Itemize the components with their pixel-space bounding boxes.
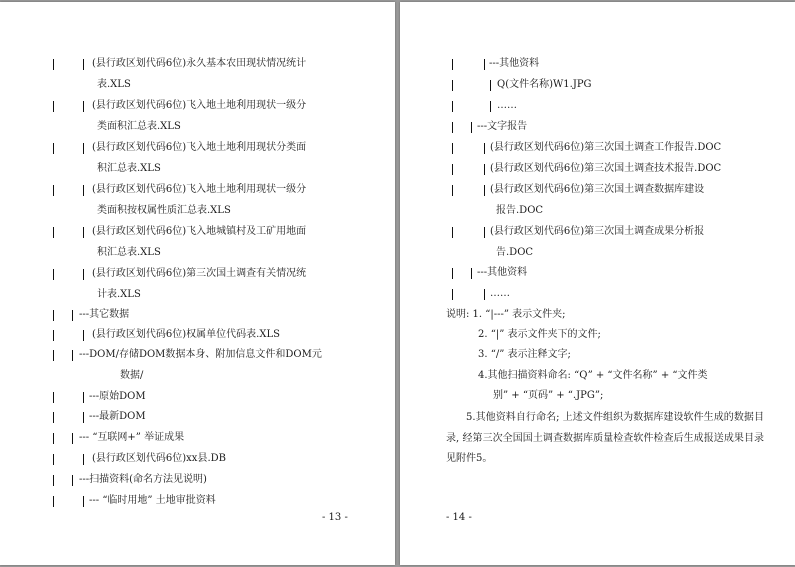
tree-connector-bar xyxy=(452,268,453,279)
tree-connector-bar xyxy=(452,289,453,300)
tree-text-line: 报告.DOC xyxy=(496,205,544,216)
tree-connector-bar xyxy=(452,80,453,91)
tree-text-line: (县行政区划代码6位)权属单位代码表.XLS xyxy=(92,329,280,340)
tree-connector-bar xyxy=(53,496,54,507)
tree-connector-bar xyxy=(83,143,84,154)
tree-connector-bar xyxy=(83,454,84,465)
tree-text-line: …… xyxy=(497,100,517,111)
tree-text-line: 2. “|” 表示文件夹下的文件; xyxy=(478,329,601,340)
tree-text-line: 积汇总表.XLS xyxy=(97,163,161,174)
tree-text-line: ---其他资料 xyxy=(477,267,528,278)
tree-text-line: 计表.XLS xyxy=(97,289,141,300)
tree-connector-bar xyxy=(452,122,453,133)
tree-connector-bar xyxy=(53,310,54,321)
tree-connector-bar xyxy=(72,475,73,486)
tree-connector-bar xyxy=(484,185,485,196)
tree-text-line: (县行政区划代码6位)飞入地土地利用现状一级分 xyxy=(92,100,307,111)
tree-connector-bar xyxy=(53,101,54,112)
tree-connector-bar xyxy=(53,227,54,238)
tree-text-line: …… xyxy=(490,288,510,299)
tree-connector-bar xyxy=(53,59,54,70)
document-page-13 xyxy=(0,2,395,565)
tree-connector-bar xyxy=(53,185,54,196)
tree-connector-bar xyxy=(83,227,84,238)
tree-text-line: 类面积按权属性质汇总表.XLS xyxy=(97,205,231,216)
tree-connector-bar xyxy=(53,412,54,423)
tree-text-line: (县行政区划代码6位)第三次国土调查有关情况统 xyxy=(92,268,307,279)
tree-text-line: 4.其他扫描资料命名: “Q” + “文件名称” + “文件类 xyxy=(478,370,708,381)
tree-connector-bar xyxy=(484,59,485,70)
tree-connector-bar xyxy=(53,475,54,486)
tree-connector-bar xyxy=(484,289,485,300)
tree-connector-bar xyxy=(53,350,54,361)
tree-text-line: 数据/ xyxy=(120,370,144,381)
document-page-14 xyxy=(400,2,795,565)
tree-connector-bar xyxy=(490,101,491,112)
tree-text-line: (县行政区划代码6位)第三次国土调查成果分析报 xyxy=(490,226,705,237)
tree-text-line: 别” + “页码” + “.JPG”; xyxy=(493,390,604,401)
tree-text-line: (县行政区划代码6位)飞入地土地利用现状一级分 xyxy=(92,184,307,195)
tree-connector-bar xyxy=(471,122,472,133)
tree-text-line: ---最新DOM xyxy=(89,411,146,422)
note-paragraph: 5.其他资料自行命名; 上述文件组织为数据库建设软件生成的数据目录, 经第三次全国国土调查数据库质量检查软件检查后生成报送成果目录见附件5。 xyxy=(446,412,764,464)
tree-text-line: ---文字报告 xyxy=(477,121,528,132)
tree-connector-bar xyxy=(83,101,84,112)
page-number: - 14 - xyxy=(446,512,472,523)
tree-text-line: 告.DOC xyxy=(496,247,534,258)
tree-connector-bar xyxy=(83,392,84,403)
tree-text-line: ---其它数据 xyxy=(79,309,130,320)
tree-connector-bar xyxy=(471,268,472,279)
tree-text-line: --- “临时用地” 土地审批资料 xyxy=(89,495,216,506)
tree-connector-bar xyxy=(452,101,453,112)
tree-connector-bar xyxy=(83,412,84,423)
tree-connector-bar xyxy=(53,330,54,341)
tree-connector-bar xyxy=(484,143,485,154)
tree-text-line: (县行政区划代码6位)xx县.DB xyxy=(92,453,226,464)
tree-text-line: 类面积汇总表.XLS xyxy=(97,121,181,132)
tree-text-line: (县行政区划代码6位)第三次国土调查工作报告.DOC xyxy=(490,142,722,153)
tree-connector-bar xyxy=(83,269,84,280)
tree-connector-bar xyxy=(490,80,491,91)
tree-text-line: ---原始DOM xyxy=(89,391,146,402)
tree-connector-bar xyxy=(53,433,54,444)
tree-text-line: ---DOM/存储DOM数据本身、附加信息文件和DOM元 xyxy=(79,349,322,360)
tree-connector-bar xyxy=(452,185,453,196)
tree-text-line: (县行政区划代码6位)永久基本农田现状情况统计 xyxy=(92,58,307,69)
tree-connector-bar xyxy=(83,496,84,507)
tree-connector-bar xyxy=(53,454,54,465)
tree-text-line: 说明: 1. “|---” 表示文件夹; xyxy=(446,309,566,320)
tree-connector-bar xyxy=(83,330,84,341)
tree-connector-bar xyxy=(53,392,54,403)
tree-connector-bar xyxy=(484,164,485,175)
tree-text-line: ---其他资料 xyxy=(489,58,540,69)
tree-text-line: (县行政区划代码6位)第三次国土调查技术报告.DOC xyxy=(490,163,722,174)
tree-connector-bar xyxy=(72,350,73,361)
tree-connector-bar xyxy=(452,227,453,238)
tree-text-line: (县行政区划代码6位)飞入地土地利用现状分类面 xyxy=(92,142,307,153)
tree-connector-bar xyxy=(72,310,73,321)
tree-text-line: (县行政区划代码6位)第三次国土调查数据库建设 xyxy=(490,184,705,195)
tree-connector-bar xyxy=(72,433,73,444)
tree-text-line: 积汇总表.XLS xyxy=(97,247,161,258)
tree-connector-bar xyxy=(53,269,54,280)
tree-text-line: 表.XLS xyxy=(97,79,131,90)
tree-connector-bar xyxy=(452,164,453,175)
page-number: - 13 - xyxy=(322,512,348,523)
tree-text-line: ---扫描资料(命名方法见说明) xyxy=(79,474,207,485)
tree-connector-bar xyxy=(53,143,54,154)
tree-connector-bar xyxy=(452,59,453,70)
tree-connector-bar xyxy=(83,59,84,70)
tree-text-line: --- “互联网+” 举证成果 xyxy=(79,432,185,443)
tree-text-line: 3. “/” 表示注释文字; xyxy=(478,349,571,360)
tree-connector-bar xyxy=(83,185,84,196)
tree-text-line: Q(文件名称)W1.JPG xyxy=(497,79,592,90)
tree-connector-bar xyxy=(452,143,453,154)
tree-connector-bar xyxy=(484,227,485,238)
tree-text-line: (县行政区划代码6位)飞入地城镇村及工矿用地面 xyxy=(92,226,307,237)
